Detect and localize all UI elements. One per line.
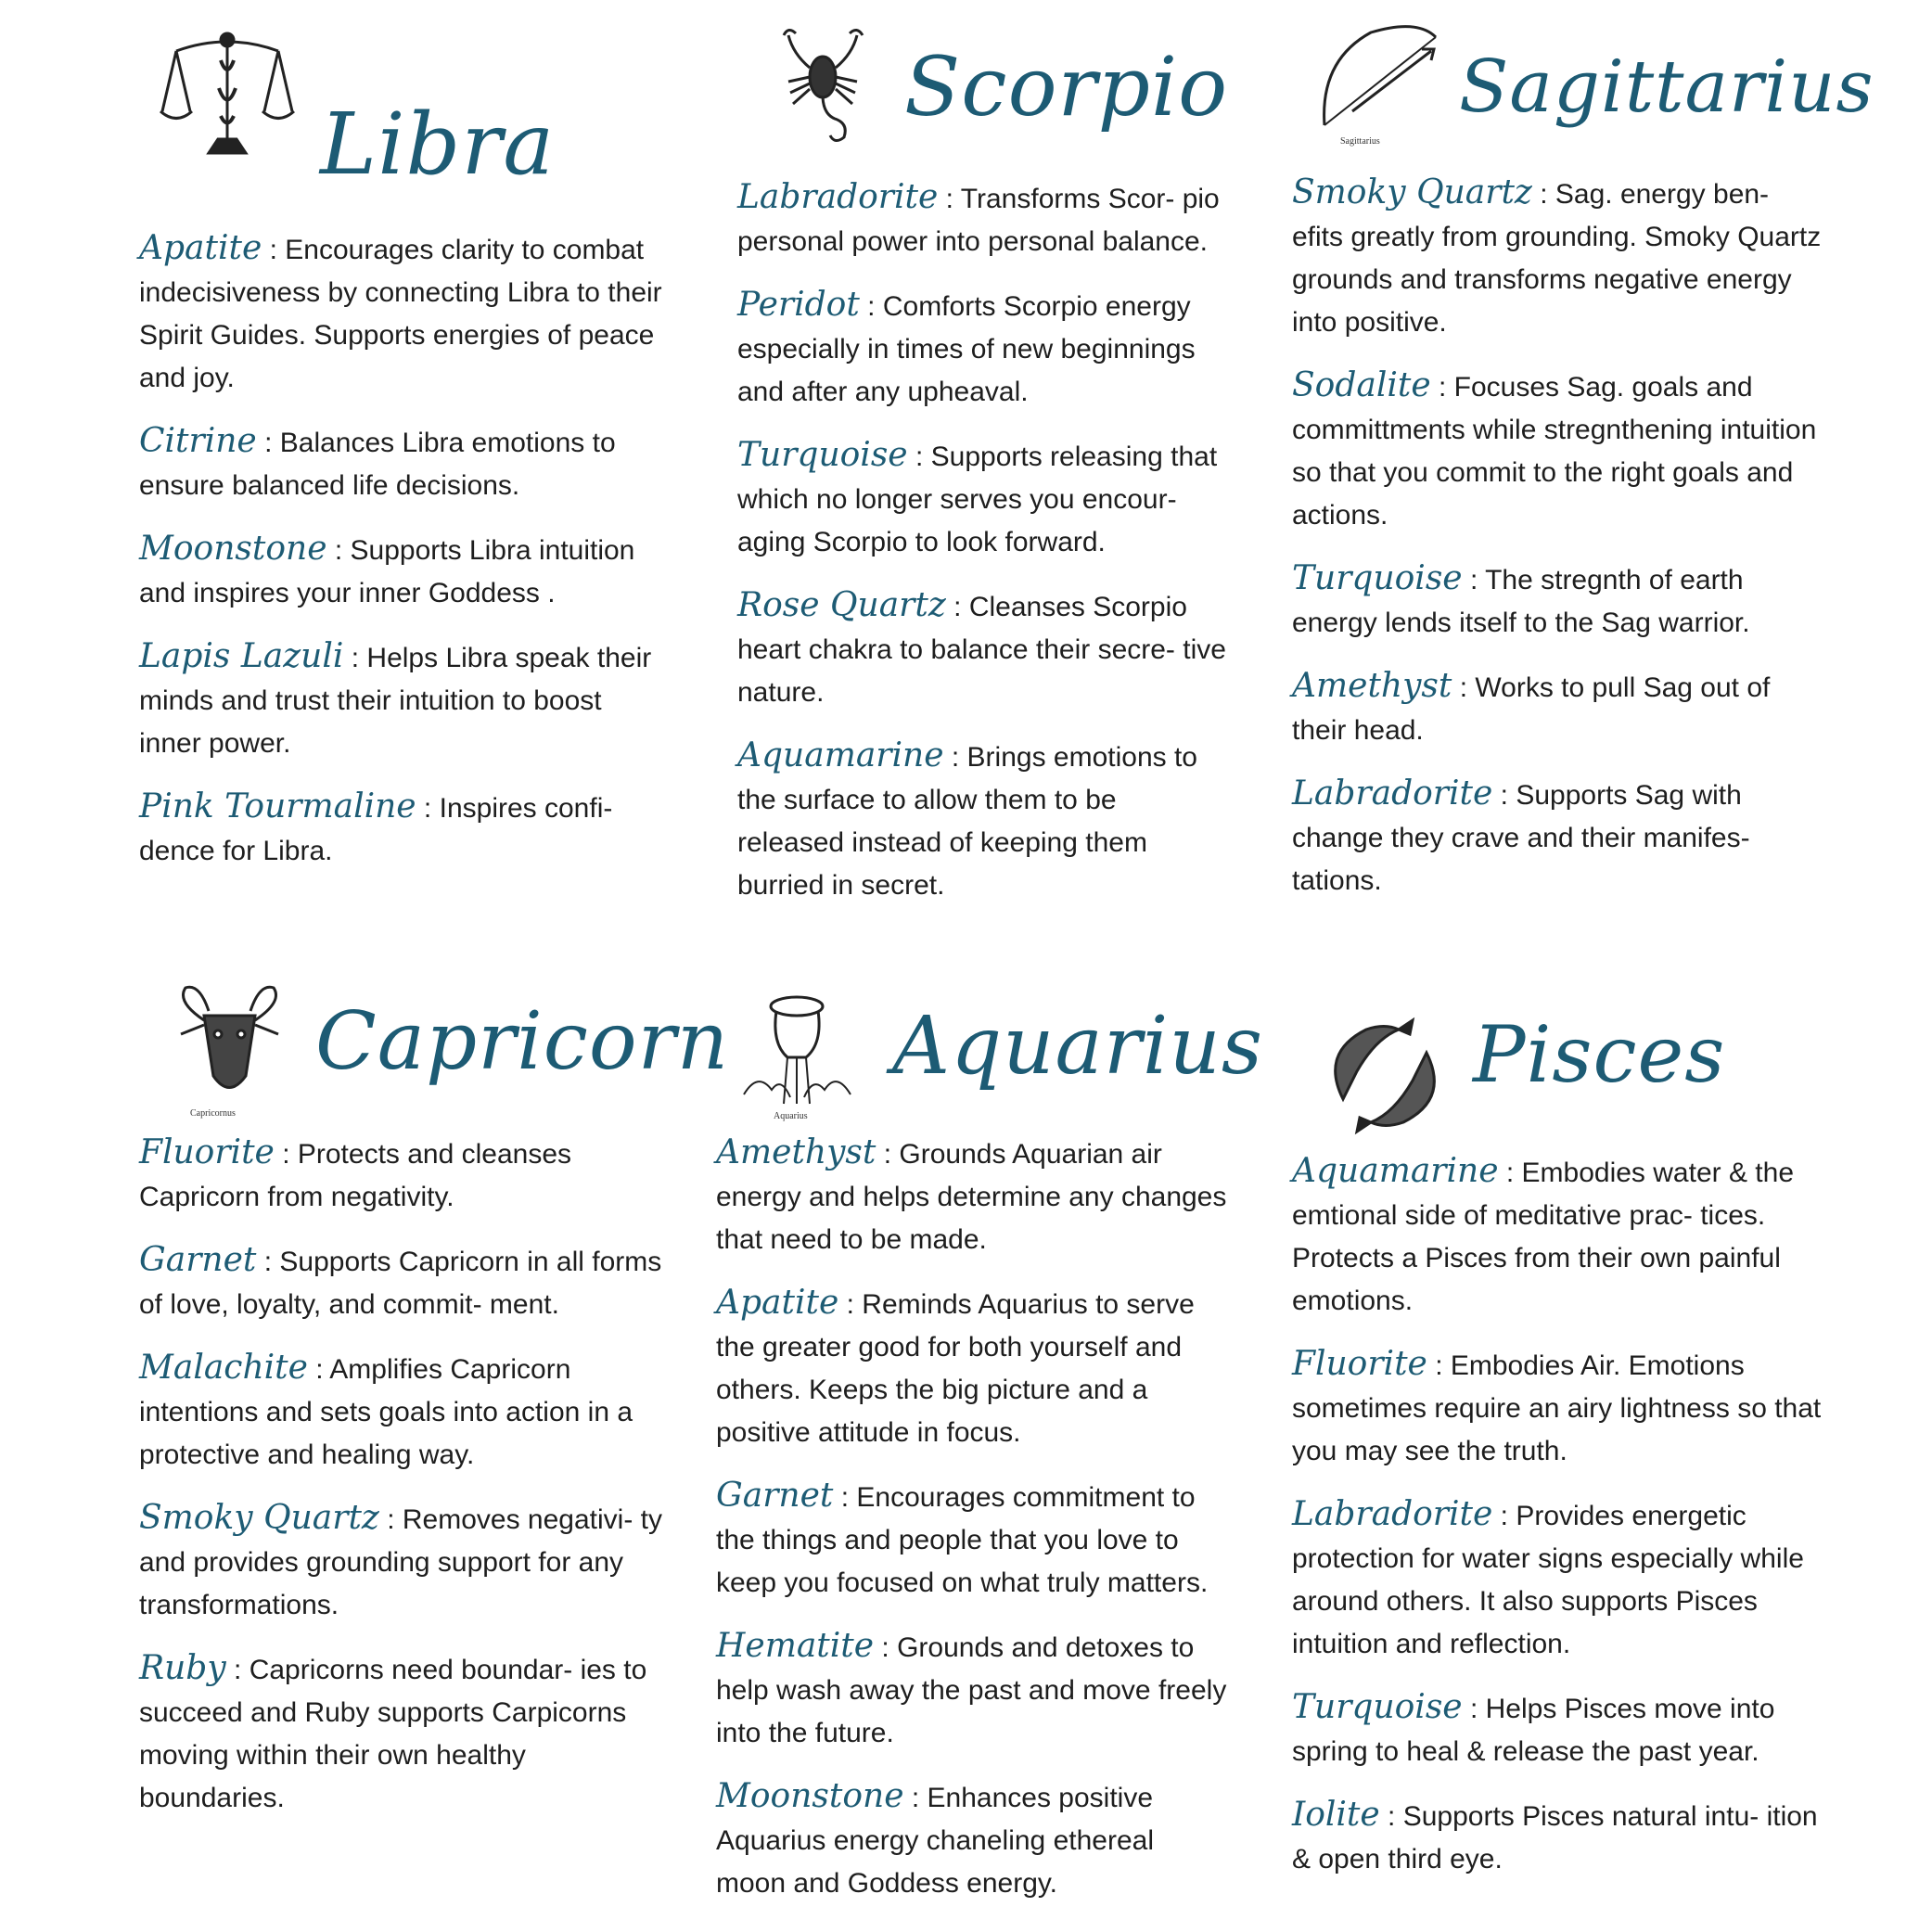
stone-description: Balances Libra emotions to ensure balanced life decisions. [139, 428, 616, 501]
emblem-caption: Capricornus [190, 1108, 236, 1119]
stone-entry: Smoky Quartz : Removes negativi- ty and provides grounding support for any transformations. [139, 1499, 662, 1620]
stone-name: Amethyst [716, 1133, 876, 1171]
sign-section-libra [139, 19, 668, 893]
stone-entry: Moonstone : Enhances positive Aquarius energy chaneling ethereal moon and Goddess energy. [716, 1777, 1154, 1899]
stone-name: Rose Quartz [737, 586, 946, 624]
stone-entry: Ruby : Capricorns need boundar- ies to succeed and Ruby supports Carpicorns moving within their own healthy boundaries. [139, 1649, 647, 1813]
stone-description: The stregnth of earth energy lends itself to the Sag warrior. [1292, 565, 1750, 638]
stone-description: Works to pull Sag out of their head. [1292, 672, 1771, 746]
stone-list [1292, 1150, 1825, 1881]
stone-name: Smoky Quartz [139, 1499, 379, 1537]
stone-entry: Fluorite : Protects and cleanses Capricorn from negativity. [139, 1133, 572, 1212]
stone-description: Grounds Aquarian air energy and helps determine any changes that need to be made. [716, 1139, 1227, 1255]
stone-description: Supports Pisces natural intu- ition & open third eye. [1292, 1801, 1818, 1874]
sign-section-aquarius [716, 979, 1263, 1926]
stone-entry: Smoky Quartz : Sag. energy ben- efits greatly from grounding. Smoky Quartz grounds and transforms negative energy into positive. [1292, 173, 1822, 338]
sign-title: Libra [320, 95, 556, 194]
stone-name: Aquamarine [737, 736, 944, 774]
stone-name: Iolite [1292, 1796, 1380, 1834]
stone-description: Comforts Scorpio energy especially in times of new beginnings and after any upheaval. [737, 291, 1196, 407]
stone-entry: Turquoise : The stregnth of earth energy lends itself to the Sag warrior. [1292, 559, 1750, 638]
stone-name: Garnet [716, 1477, 834, 1515]
stone-name: Fluorite [139, 1133, 275, 1171]
stone-name: Pink Tourmaline [139, 787, 416, 825]
archer-bow-icon [1315, 23, 1440, 144]
stone-entry: Amethyst : Works to pull Sag out of their head. [1292, 667, 1771, 746]
stone-description: Removes negativi- ty and provides grounding support for any transformations. [139, 1504, 662, 1620]
stone-entry: Rose Quartz : Cleanses Scorpio heart chakra to balance their secre- tive nature. [737, 586, 1226, 708]
stone-description: Brings emotions to the surface to allow them to be released instead of keeping them burried in secret. [737, 742, 1197, 901]
stone-entry: Turquoise : Supports releasing that which no longer serves you encour- aging Scorpio to look forward. [737, 436, 1218, 557]
stone-description: Encourages commitment to the things and people that you love to keep you focused on what truly matters. [716, 1482, 1209, 1598]
stone-name: Labradorite [1292, 1495, 1493, 1533]
stone-entry: Turquoise : Helps Pisces move into spring to heal & release the past year. [1292, 1688, 1775, 1767]
sign-section-capricorn [139, 979, 730, 1840]
stone-entry: Fluorite : Embodies Air. Emotions sometimes require an airy lightness so that you may see the truth. [1292, 1345, 1822, 1466]
stone-entry: Malachite : Amplifies Capricorn intentions and sets goals into action in a protective and healing way. [139, 1349, 633, 1470]
stone-description: Transforms Scor- pio personal power into personal balance. [737, 184, 1220, 257]
two-fish-icon [1320, 1016, 1450, 1136]
stone-description: Encourages clarity to combat indecisiveness by connecting Libra to their Spirit Guides. Supports energies of peace and joy. [139, 235, 662, 393]
stone-name: Hematite [716, 1627, 875, 1665]
stone-entry: Pink Tourmaline : Inspires confi- dence for Libra. [139, 787, 613, 866]
sign-section-scorpio [737, 19, 1229, 928]
stone-description: Protects and cleanses Capricorn from negativity. [139, 1139, 572, 1212]
stone-entry: Aquamarine : Embodies water & the emtional side of meditative prac- tices. Protects a Pisces from their own painful emotions. [1292, 1152, 1795, 1316]
emblem-caption: Sagittarius [1340, 136, 1380, 147]
stone-description: Inspires confi- dence for Libra. [139, 793, 613, 866]
stone-name: Moonstone [716, 1777, 904, 1815]
stone-entry: Iolite : Supports Pisces natural intu- ition & open third eye. [1292, 1796, 1818, 1874]
stone-list [139, 227, 668, 873]
stone-entry: Citrine : Balances Libra emotions to ensure balanced life decisions. [139, 422, 616, 501]
stone-name: Aquamarine [1292, 1152, 1499, 1190]
sign-section-pisces [1292, 979, 1825, 1901]
stone-name: Turquoise [1292, 559, 1463, 597]
stone-entry: Sodalite : Focuses Sag. goals and committments while stregnthening intuition so that you commit to the right goals and actions. [1292, 366, 1817, 531]
sign-header [139, 19, 668, 213]
stone-entry: Labradorite : Transforms Scor- pio personal power into personal balance. [737, 178, 1220, 257]
stone-entry: Moonstone : Supports Libra intuition and inspires your inner Goddess . [139, 530, 635, 608]
sign-title: Capricorn [315, 995, 730, 1088]
stone-description: Supports Sag with change they crave and their manifes- tations. [1292, 780, 1750, 896]
stone-list [716, 1132, 1231, 1905]
stone-description: Focuses Sag. goals and committments while stregnthening intuition so that you commit to the right goals and actions. [1292, 372, 1817, 531]
stone-name: Amethyst [1292, 667, 1452, 705]
stone-description: Amplifies Capricorn intentions and sets goals into action in a protective and healing way. [139, 1354, 633, 1470]
stone-description: Enhances positive Aquarius energy chaneling ethereal moon and Goddess energy. [716, 1783, 1154, 1899]
stone-description: Supports Libra intuition and inspires your inner Goddess . [139, 535, 635, 608]
stone-entry: Lapis Lazuli : Helps Libra speak their minds and trust their intuition to boost inner power. [139, 637, 652, 759]
stone-description: Capricorns need boundar- ies to succeed and Ruby supports Carpicorns moving within their own healthy boundaries. [139, 1655, 647, 1813]
sign-title: Aquarius [892, 1000, 1263, 1093]
stone-name: Labradorite [1292, 774, 1493, 812]
stone-name: Smoky Quartz [1292, 173, 1532, 211]
stone-name: Apatite [716, 1284, 839, 1322]
stone-description: Sag. energy ben- efits greatly from grounding. Smoky Quartz grounds and transforms negative energy into positive. [1292, 179, 1822, 338]
stone-entry: Garnet : Encourages commitment to the things and people that you love to keep you focused on what truly matters. [716, 1477, 1209, 1598]
water-bearer-icon [739, 988, 855, 1108]
sign-section-sagittarius [1292, 19, 1874, 923]
stone-name: Apatite [139, 229, 262, 267]
sign-header [737, 19, 1229, 158]
scorpion-icon [779, 26, 867, 147]
stone-description: Supports Capricorn in all forms of love, loyalty, and commit- ment. [139, 1247, 662, 1320]
stone-entry: Apatite : Reminds Aquarius to serve the greater good for both yourself and others. Keeps the big picture and a positive attitude in focus. [716, 1284, 1195, 1448]
stone-entry: Labradorite : Supports Sag with change they crave and their manifes- tations. [1292, 774, 1750, 896]
stone-name: Fluorite [1292, 1345, 1427, 1383]
sign-title: Sagittarius [1459, 45, 1874, 129]
stone-description: Reminds Aquarius to serve the greater good for both yourself and others. Keeps the big picture and a positive attitude in focus. [716, 1289, 1195, 1448]
sign-title: Pisces [1473, 1009, 1726, 1100]
stone-description: Cleanses Scorpio heart chakra to balance their secre- tive nature. [737, 592, 1226, 708]
stone-name: Citrine [139, 422, 257, 460]
sign-header [1292, 979, 1825, 1150]
stone-entry: Aquamarine : Brings emotions to the surface to allow them to be released instead of keeping them burried in secret. [737, 736, 1197, 901]
stone-description: Grounds and detoxes to help wash away the past and move freely into the future. [716, 1632, 1227, 1748]
stone-list [1292, 172, 1825, 902]
stone-description: Provides energetic protection for water signs especially while around others. It also supports Pisces intuition and reflection. [1292, 1501, 1804, 1659]
stone-name: Malachite [139, 1349, 308, 1387]
stone-entry: Hematite : Grounds and detoxes to help wash away the past and move freely into the future. [716, 1627, 1227, 1748]
stone-list [737, 176, 1229, 907]
stone-name: Labradorite [737, 178, 939, 216]
stone-entry: Peridot : Comforts Scorpio energy especially in times of new beginnings and after any upheaval. [737, 286, 1196, 407]
emblem-caption: Aquarius [774, 1111, 808, 1121]
sign-header [1292, 19, 1874, 172]
stone-entry: Labradorite : Provides energetic protection for water signs especially while around others. It also supports Pisces intuition and reflection. [1292, 1495, 1804, 1659]
stone-description: Embodies Air. Emotions sometimes require an airy lightness so that you may see the truth. [1292, 1350, 1822, 1466]
goat-head-icon [167, 983, 292, 1108]
stone-name: Turquoise [737, 436, 908, 474]
sign-header [716, 979, 1263, 1132]
sign-header [139, 979, 730, 1132]
libra-scales-icon [158, 23, 297, 158]
stone-description: Supports releasing that which no longer serves you encour- aging Scorpio to look forward. [737, 441, 1218, 557]
stone-description: Helps Libra speak their minds and trust their intuition to boost inner power. [139, 643, 652, 759]
stone-name: Peridot [737, 286, 860, 324]
stone-description: Helps Pisces move into spring to heal & release the past year. [1292, 1694, 1775, 1767]
stone-entry: Amethyst : Grounds Aquarian air energy and helps determine any changes that need to be made. [716, 1133, 1227, 1255]
stone-description: Embodies water & the emtional side of meditative prac- tices. Protects a Pisces from their own painful emotions. [1292, 1158, 1795, 1316]
stone-list [139, 1132, 668, 1820]
stone-name: Ruby [139, 1649, 226, 1687]
stone-entry: Apatite : Encourages clarity to combat indecisiveness by connecting Libra to their Spirit Guides. Supports energies of peace and joy. [139, 229, 662, 393]
stone-name: Sodalite [1292, 366, 1431, 404]
stone-name: Garnet [139, 1241, 257, 1279]
stone-name: Moonstone [139, 530, 327, 568]
stone-name: Turquoise [1292, 1688, 1463, 1726]
sign-title: Scorpio [904, 39, 1229, 134]
stone-entry: Garnet : Supports Capricorn in all forms of love, loyalty, and commit- ment. [139, 1241, 662, 1320]
stone-name: Lapis Lazuli [139, 637, 344, 675]
